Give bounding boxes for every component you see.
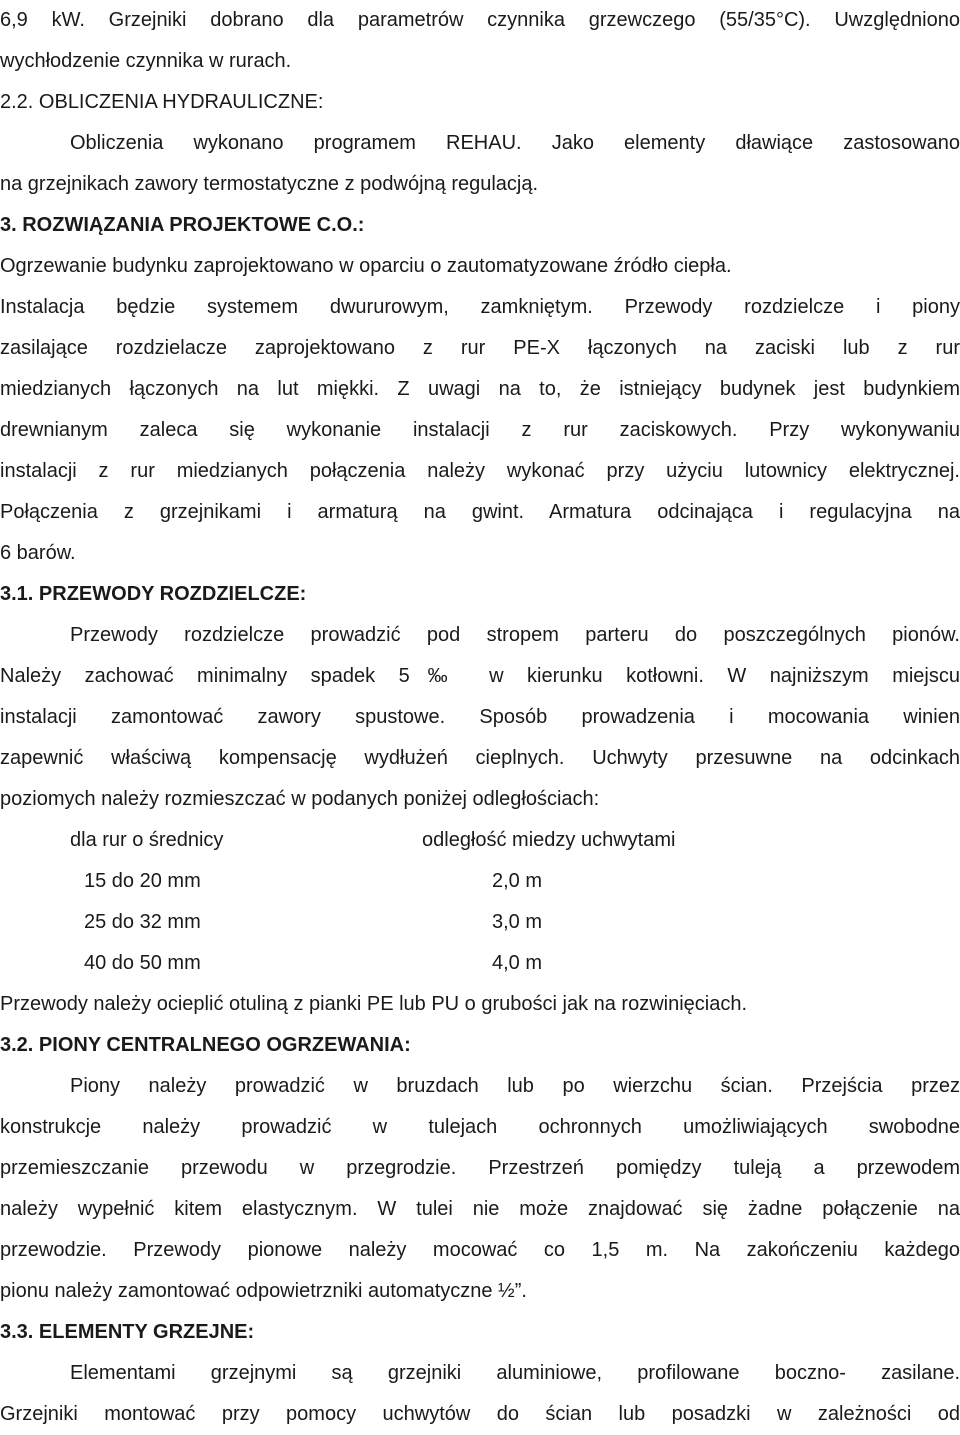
paragraph-line: wychłodzenie czynnika w rurach. — [0, 50, 292, 72]
paragraph-line: poziomych należy rozmieszczać w podanych poniżej odległościach: — [0, 788, 600, 810]
paragraph-line: Obliczenia wykonano programem REHAU. Jako elementy dławiące zastosowano — [70, 132, 960, 154]
paragraph-line: Należy zachować minimalny spadek 5‰ w kierunku kotłowni. W najniższym miejscu — [0, 665, 960, 687]
table-cell-distance: 4,0 m — [492, 952, 543, 974]
paragraph-line: zapewnić właściwą kompensację wydłużeń cieplnych. Uchwyty przesuwne na odcinkach — [0, 747, 960, 769]
paragraph-line: instalacji zamontować zawory spustowe. Sposób prowadzenia i mocowania winien — [0, 706, 960, 728]
table-cell-diameter: 15 do 20 mm — [84, 870, 201, 892]
table-cell-distance: 2,0 m — [492, 870, 543, 892]
paragraph-line: 6 barów. — [0, 542, 76, 564]
table-header-diameter: dla rur o średnicy — [70, 829, 224, 851]
section-heading-2-2: 2.2. OBLICZENIA HYDRAULICZNE: — [0, 91, 324, 113]
paragraph-line: Piony należy prowadzić w bruzdach lub po wierzchu ścian. Przejścia przez — [70, 1075, 960, 1097]
paragraph-line: Elementami grzejnymi są grzejniki aluminiowe, profilowane boczno- zasilane. — [70, 1362, 960, 1384]
paragraph-line: 6,9 kW. Grzejniki dobrano dla parametrów czynnika grzewczego (55/35°C). Uwzględniono — [0, 9, 960, 31]
paragraph-line: należy wypełnić kitem elastycznym. W tulei nie może znajdować się żadne połączenie na — [0, 1198, 960, 1220]
section-heading-3: 3. ROZWIĄZANIA PROJEKTOWE C.O.: — [0, 214, 365, 236]
paragraph-line: Przewody rozdzielcze prowadzić pod stropem parteru do poszczególnych pionów. — [70, 624, 960, 646]
section-heading-3-3: 3.3. ELEMENTY GRZEJNE: — [0, 1321, 255, 1343]
paragraph-line: Instalacja będzie systemem dwururowym, zamkniętym. Przewody rozdzielcze i piony — [0, 296, 960, 318]
paragraph-text: pionu należy zamontować odpowietrzniki automatyczne — [0, 1280, 499, 1302]
fraction-text: ½ — [498, 1280, 515, 1302]
table-cell-distance: 3,0 m — [492, 911, 543, 933]
paragraph-line: instalacji z rur miedzianych połączenia należy wykonać przy użyciu lutownicy elektrycznej. — [0, 460, 960, 482]
paragraph-line — [0, 1271, 960, 1312]
paragraph-text: ”. — [514, 1280, 527, 1302]
paragraph-line: konstrukcje należy prowadzić w tulejach ochronnych umożliwiających swobodne — [0, 1116, 960, 1138]
table-header-distance: odległość miedzy uchwytami — [422, 829, 676, 851]
paragraph-line: na grzejnikach zawory termostatyczne z podwójną regulacją. — [0, 173, 539, 195]
paragraph-line: drewnianym zaleca się wykonanie instalacji z rur zaciskowych. Przy wykonywaniu — [0, 419, 960, 441]
paragraph-line: Ogrzewanie budynku zaprojektowano w oparciu o zautomatyzowane źródło ciepła. — [0, 255, 732, 277]
paragraph-line: zasilające rozdzielacze zaprojektowano z rur PE-X łączonych na zaciski lub z rur — [0, 337, 960, 359]
table-cell-diameter: 25 do 32 mm — [84, 911, 201, 933]
paragraph-line: przemieszczanie przewodu w przegrodzie. Przestrzeń pomiędzy tuleją a przewodem — [0, 1157, 960, 1179]
paragraph-line: miedzianych łączonych na lut miękki. Z uwagi na to, że istniejący budynek jest budynkiem — [0, 378, 960, 400]
paragraph-line: Grzejniki montować przy pomocy uchwytów do ścian lub posadzki w zależności od — [0, 1403, 960, 1425]
paragraph-line: przewodzie. Przewody pionowe należy mocować co 1,5 m. Na zakończeniu każdego — [0, 1239, 960, 1261]
table-cell-diameter: 40 do 50 mm — [84, 952, 201, 974]
paragraph-line: Połączenia z grzejnikami i armaturą na gwint. Armatura odcinająca i regulacyjna na — [0, 501, 960, 523]
section-heading-3-2: 3.2. PIONY CENTRALNEGO OGRZEWANIA: — [0, 1034, 411, 1056]
section-heading-3-1: 3.1. PRZEWODY ROZDZIELCZE: — [0, 583, 307, 605]
paragraph-line: Przewody należy ocieplić otuliną z pianki PE lub PU o grubości jak na rozwinięciach. — [0, 993, 748, 1015]
